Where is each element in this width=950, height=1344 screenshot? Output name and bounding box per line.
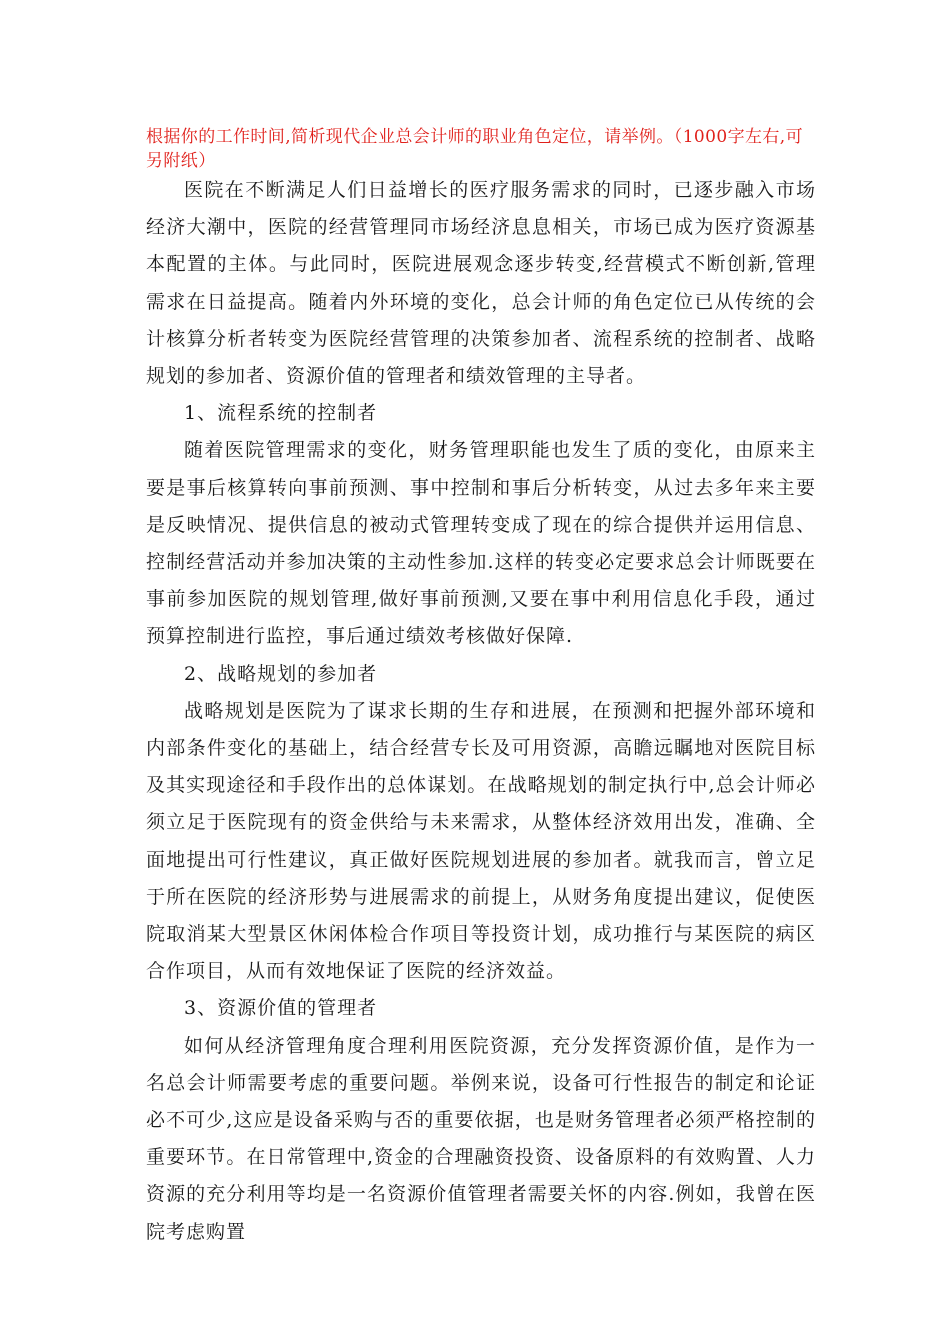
question-prompt: 根据你的工作时间,简析现代企业总会计师的职业角色定位，请举例。（1000字左右,可另附纸） [146,127,803,171]
section-paragraph-3: 如何从经济管理角度合理利用医院资源，充分发挥资源价值，是作为一名总会计师需要考虑的重要问题。举例来说，设备可行性报告的制定和论证必不可少,这应是设备采购与否的重要依据，也是财务管理者必须严格控制的重要环节。在日常管理中,资金的合理融资投资、设备原料的有效购置、人力资源的充分利用等均是一名资源价值管理者需要关怀的内容.例如，我曾在医院考虑购置 [146,1034,816,1243]
section-heading-1: 1、流程系统的控制者 [184,402,378,425]
section-heading-2: 2、战略规划的参加者 [184,662,378,685]
essay-body [146,172,816,1251]
section-heading-3: 3、资源价值的管理者 [184,997,378,1020]
section-paragraph-1: 随着医院管理需求的变化，财务管理职能也发生了质的变化，由原来主要是事后核算转向事前预测、事中控制和事后分析转变，从过去多年来主要是反映情况、提供信息的被动式管理转变成了现在的综合提供并运用信息、控制经营活动并参加决策的主动性参加.这样的转变必定要求总会计师既要在事前参加医院的规划管理,做好事前预测,又要在事中利用信息化手段，通过预算控制进行监控，事后通过绩效考核做好保障. [146,439,816,648]
section-paragraph-2: 战略规划是医院为了谋求长期的生存和进展，在预测和把握外部环境和内部条件变化的基础上，结合经营专长及可用资源，高瞻远瞩地对医院目标及其实现途径和手段作出的总体谋划。在战略规划的制定执行中,总会计师必须立足于医院现有的资金供给与未来需求，从整体经济效用出发，准确、全面地提出可行性建议，真正做好医院规划进展的参加者。就我而言，曾立足于所在医院的经济形势与进展需求的前提上，从财务角度提出建议，促使医院取消某大型景区休闲体检合作项目等投资计划，成功推行与某医院的病区合作项目，从而有效地保证了医院的经济效益。 [146,699,816,983]
intro-paragraph: 医院在不断满足人们日益增长的医疗服务需求的同时，已逐步融入市场经济大潮中，医院的经营管理同市场经济息息相关，市场已成为医疗资源基本配置的主体。与此同时，医院进展观念逐步转变,经营模式不断创新,管理需求在日益提高。随着内外环境的变化，总会计师的角色定位已从传统的会计核算分析者转变为医院经营管理的决策参加者、流程系统的控制者、战略规划的参加者、资源价值的管理者和绩效管理的主导者。 [146,179,816,388]
